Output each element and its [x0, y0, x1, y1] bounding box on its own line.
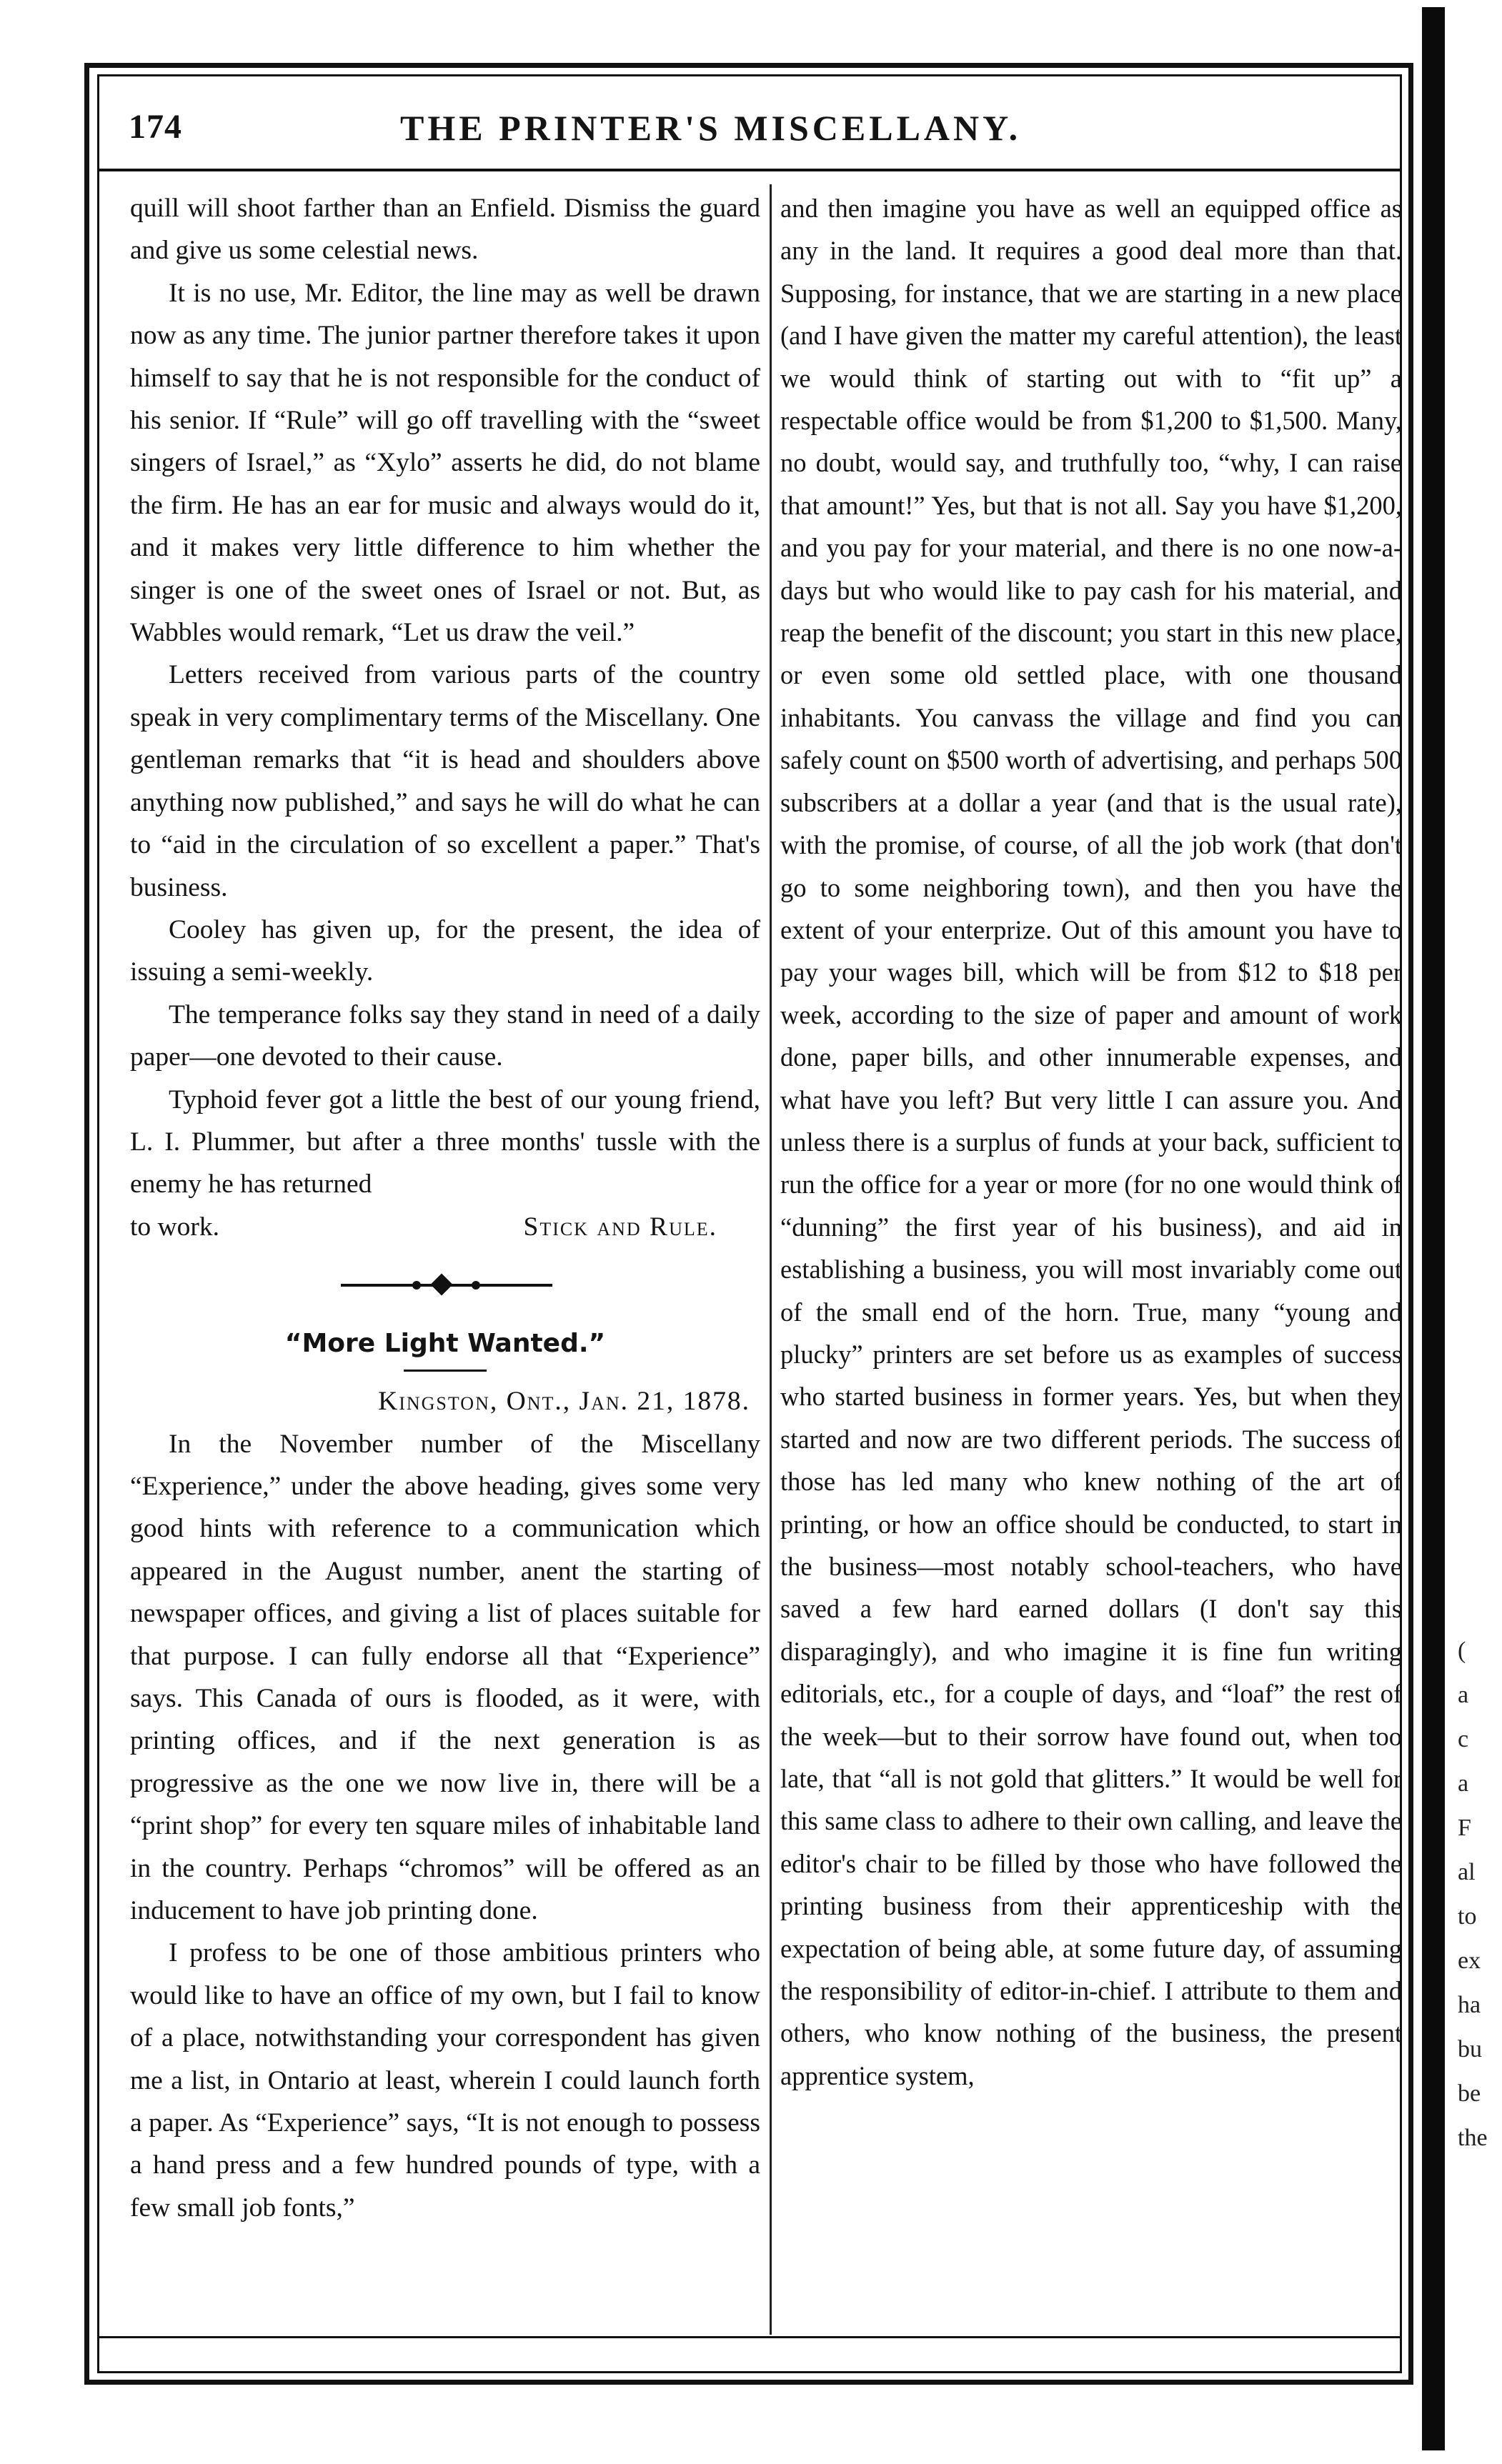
adjacent-page-fragments: [1458, 1629, 1486, 2160]
page-number: 174: [129, 108, 182, 146]
margin-fragment: c: [1458, 1726, 1469, 1752]
section-ornament: [130, 1248, 760, 1322]
paragraph: It is no use, Mr. Editor, the line may as well be drawn now as any time. The junior partner therefore takes it upon himself to say that he is not responsible for the conduct of his senior. If “Rule” will go off travelling with the “sweet singers of Israel,” as “Xylo” asserts he did, do not blame the firm. He has an ear for music and always would do it, and it makes very little difference to him whether the singer is one of the sweet ones of Israel or not. But, as Wabbles would remark, “Let us draw the veil.”: [130, 278, 760, 648]
signature-line: [130, 1206, 760, 1248]
margin-fragment: the: [1458, 2125, 1488, 2151]
paragraph: quill will shoot farther than an Enfield. Dismiss the guard and give us some celestial news.: [130, 194, 760, 266]
paragraph: Cooley has given up, for the present, the idea of issuing a semi-weekly.: [130, 914, 760, 987]
column-divider: [770, 184, 772, 2335]
paragraph: and then imagine you have as well an equipped office as any in the land. It requires a good deal more than that. Supposing, for instance, that we are starting in a new place (and I have given the matter my careful attention), the least we would think of starting out with to “fit up” a respectable office would be from $1,200 to $1,500. Many, no doubt, would say, and truthfully too, “why, I can raise that amount!” Yes, but that is not all. Say you have $1,200, and you pay for your material, and there is no one now-a-days but who would like to pay cash for his material, and reap the benefit of the discount; you start in this new place, or even some old settled place, with one thousand inhabitants. You canvass the village and find you can safely count on $500 worth of advertising, and perhaps 500 subscribers at a dollar a year (and that is the usual rate), with the promise, of course, of all the job work (that don't go to some neighboring town), and then you have the extent of your enterprize. Out of this amount you have to pay your wages bill, which will be from $12 to $18 per week, according to the size of paper and amount of work done, paper bills, and other innumerable expenses, and what have you left? But very little I can assure you. And unless there is a surplus of funds at your back, sufficient to run the office for a year or more (for no one would think of “dunning” the first year of his business), and aid in establishing a business, you will most invariably come out of the small end of the horn. True, many “young and plucky” printers are set before us as examples of success who started business in former years. Yes, but when they started and now are two different periods. The success of those has led many who knew nothing of the art of printing, or how an office should be conducted, to start in the business—most notably school-teachers, who have saved a few hard earned dollars (I don't say this disparagingly), and who imagine it is fine fun writing editorials, etc., for a couple of days, and “loaf” the rest of the week—but to their sorrow have found out, when too late, that “all is not gold that glitters.” It would be well for this same class to adhere to their own calling, and leave the editor's chair to be filled by those who have followed the printing business from their apprenticeship with the expectation of being able, at some future day, of assuming the responsibility of editor-in-chief. I attribute to them and others, who know nothing of the business, the present apprentice system,: [780, 194, 1402, 2090]
right-column: [780, 187, 1402, 2097]
bottom-rule: [99, 2336, 1401, 2338]
margin-fragment: be: [1458, 2080, 1481, 2107]
margin-fragment: F: [1458, 1815, 1471, 1841]
margin-fragment: al: [1458, 1859, 1476, 1885]
margin-fragment: to: [1458, 1903, 1477, 1930]
dateline: Kingston, Ont., Jan. 21, 1878.: [378, 1387, 750, 1417]
margin-fragment: (: [1458, 1637, 1466, 1664]
paragraph: In the November number of the Miscellany “Experience,” under the above heading, gives some very good hints with reference to a communication which appeared in the August number, anent the starting of newspaper offices, and giving a list of places suitable for that purpose. I can fully endorse all that “Experience” says. This Canada of ours is flooded, as it were, with printing offices, and if the next generation is as progressive as the one we now live in, there will be a “print shop” for every ten square miles of inhabitable land in the country. Perhaps “chromos” will be offered as an inducement to have job printing done.: [130, 1429, 760, 1926]
article-title: “More Light Wanted.”: [284, 1329, 606, 1359]
margin-fragment: a: [1458, 1770, 1469, 1797]
margin-fragment: a: [1458, 1682, 1469, 1708]
running-head: [129, 107, 1386, 157]
signature: Stick and Rule.: [523, 1212, 717, 1242]
paragraph: I profess to be one of those ambitious printers who would like to have an office of my own, but I fail to know of a place, notwithstanding your correspondent has given me a list, in Ontario at least, wherein I could launch forth a paper. As “Experience” says, “It is not enough to possess a hand press and a few hundred pounds of type, with a few small job fonts,”: [130, 1938, 760, 2223]
paragraph: Letters received from various parts of the country speak in very complimentary terms of the Miscellany. One gentleman remarks that “it is head and shoulders above anything now published,” and says he will do what he can to “aid in the circulation of so excellent a paper.” That's business.: [130, 660, 760, 902]
journal-title: THE PRINTER'S MISCELLANY.: [400, 108, 1022, 148]
left-column: [130, 187, 760, 2229]
margin-fragment: ha: [1458, 1992, 1481, 2018]
margin-fragment: ex: [1458, 1947, 1481, 1974]
paragraph: The temperance folks say they stand in need of a daily paper—one devoted to their cause.: [130, 999, 760, 1072]
header-rule: [99, 169, 1401, 171]
page-edge-shadow: [1422, 7, 1445, 2450]
margin-fragment: bu: [1458, 2036, 1482, 2063]
signature-line-text: to work.: [130, 1212, 219, 1242]
paragraph: Typhoid fever got a little the best of our young friend, L. I. Plummer, but after a three months' tussle with the enemy he has returned: [130, 1084, 760, 1199]
title-rule: [404, 1370, 487, 1372]
